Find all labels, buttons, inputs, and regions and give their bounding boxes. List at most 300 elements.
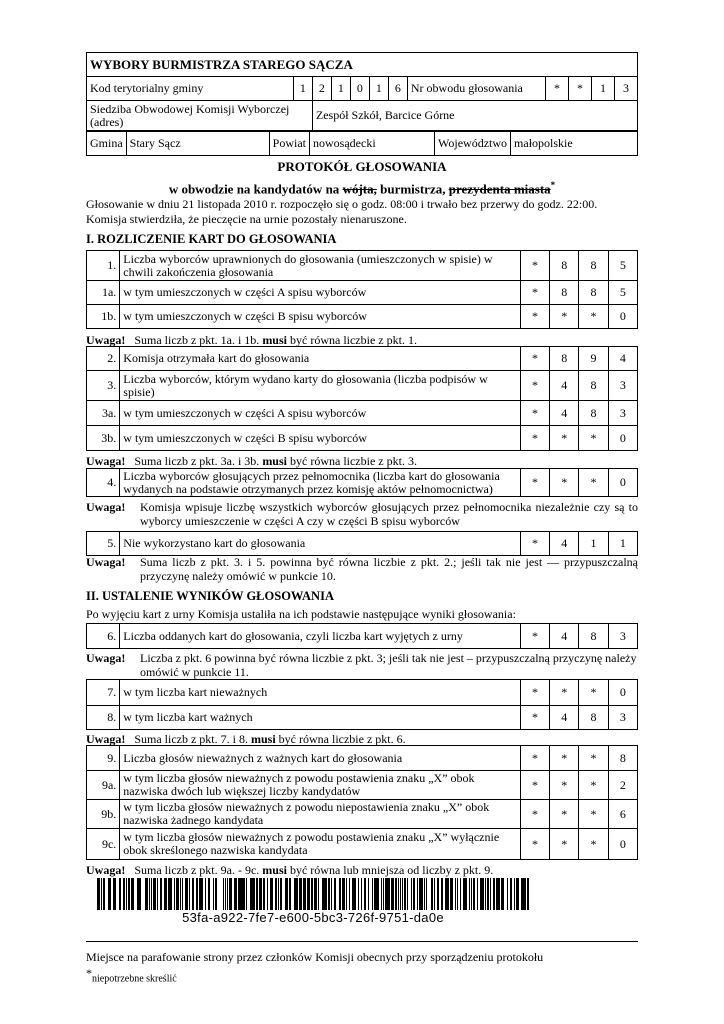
footnote-text: niepotrzebne skreślić (92, 973, 177, 985)
barcode-bar (388, 878, 390, 910)
kod-digit: 1 (331, 77, 350, 101)
barcode-bar (314, 878, 317, 910)
barcode-bar (417, 878, 418, 910)
barcode-bar (437, 878, 439, 910)
protocol-subtitle (86, 180, 638, 197)
note-label: Uwaga! (86, 732, 126, 746)
barcode-bar (496, 878, 499, 910)
barcode-bar (299, 878, 302, 910)
protocol-intro: Głosowanie w dniu 21 listopada 2010 r. rozpoczęło się o godz. 08:00 i trwało bez przerwy do godz. 22:00. Komisja stwierdziła, że pieczęcie na urnie pozostały nienaruszone. (86, 197, 598, 226)
row-digit: * (579, 800, 608, 829)
row-digit: 8 (550, 281, 579, 305)
row-digit: * (550, 426, 579, 451)
subtitle-prefix: w obwodzie na kandydatów na (168, 181, 340, 197)
barcode-bar (225, 878, 226, 910)
barcode-bar (419, 878, 420, 910)
barcode-bar (263, 878, 265, 910)
barcode-bar (205, 878, 206, 910)
row-digit: * (520, 347, 549, 371)
row-description: w tym liczba głosów nieważnych z powodu niepostawienia znaku „X” obok nazwiska żadnego kandydata (120, 800, 521, 829)
row-digit: * (520, 532, 549, 556)
row-digit: 5 (608, 251, 637, 281)
barcode-bar (518, 878, 519, 910)
protocol-title: PROTOKÓŁ GŁOSOWANIA (277, 159, 447, 174)
row-digit: * (520, 371, 549, 401)
row-digit: 3 (608, 706, 637, 730)
barcode-text: 53fa-a922-7fe7-e600-5bc3-726f-9751-da0e (182, 910, 444, 925)
note-bold: musi (262, 333, 287, 347)
barcode-bar (131, 878, 134, 910)
barcode-bar (254, 878, 255, 910)
barcode-bar (510, 878, 512, 910)
barcode-bar (123, 878, 125, 910)
barcode-bar (400, 878, 401, 910)
row-digit: * (550, 771, 579, 800)
barcode-bar (170, 878, 172, 910)
note-label: Uwaga! (86, 500, 126, 514)
note-text: Suma liczb z pkt. 1a. i 1b. (134, 333, 260, 347)
obwod-digit: 3 (615, 77, 638, 101)
kod-digit: 2 (312, 77, 331, 101)
barcode-bar (457, 878, 458, 910)
barcode-bar (164, 878, 167, 910)
barcode-bar (103, 878, 104, 910)
note-text: Liczba z pkt. 6 powinna być równa liczbie z pkt. 3; jeśli tak nie jest – przypuszczalną przyczynę należy omówić w punkcie 11. (140, 651, 637, 679)
note-2 (86, 454, 638, 469)
row-description: Liczba oddanych kart do głosowania, czyli liczba kart wyjętych z urny (120, 624, 521, 649)
row-number: 1b. (87, 305, 120, 329)
row-digit: * (550, 469, 579, 497)
barcode-bar (239, 878, 242, 910)
row-digit: 8 (579, 251, 608, 281)
barcode-bar (473, 878, 475, 910)
footnote-star: * (86, 966, 92, 980)
count-row (86, 304, 638, 329)
row-description: Komisja otrzymała kart do głosowania (120, 347, 521, 371)
barcode-bar (119, 878, 121, 910)
barcode-bar (516, 878, 518, 910)
barcode-bar (339, 878, 341, 910)
kod-digit: 1 (293, 77, 312, 101)
row-digit: * (579, 305, 608, 329)
count-row (86, 705, 638, 730)
barcode-bar (275, 878, 277, 910)
kod-digit: 6 (388, 77, 407, 101)
row-number: 9a. (87, 771, 120, 800)
barcode-bar (398, 878, 399, 910)
barcode-bar (259, 878, 262, 910)
note-text: być równa liczbie z pkt. 6. (278, 732, 406, 746)
barcode-bar (355, 878, 356, 910)
section1-title: I. ROZLICZENIE KART DO GŁOSOWANIA (86, 232, 337, 246)
count-row (86, 679, 638, 706)
barcode-bar (344, 878, 345, 910)
barcode-bar (499, 878, 500, 910)
barcode-bar (176, 878, 179, 910)
row-digit: * (520, 706, 549, 730)
row-digit: * (520, 281, 549, 305)
barcode-bar (485, 878, 486, 910)
row-digit: * (520, 251, 549, 281)
barcode-bar (113, 878, 116, 910)
count-row (86, 828, 638, 860)
barcode-bar (383, 878, 384, 910)
barcode-bar (138, 878, 141, 910)
barcode-bar (108, 878, 109, 910)
row-description: w tym liczba kart nieważnych (120, 680, 521, 706)
row-number: 6. (87, 624, 120, 649)
barcode-bar (331, 878, 332, 910)
barcode-bar (352, 878, 353, 910)
row-digit: * (520, 771, 549, 800)
count-row (86, 425, 638, 451)
obwod-digit: 1 (592, 77, 615, 101)
row-digit: 8 (579, 706, 608, 730)
barcode-bar (256, 878, 258, 910)
row-number: 3. (87, 371, 120, 401)
barcode-bar (481, 878, 484, 910)
note-text: Komisja wpisuje liczbę wszystkich wyborców głosujących przez pełnomocnika niezależnie czy są to wyborcy umieszczenie w części A czy w części B spisu wyborców (140, 500, 638, 528)
barcode-bar (493, 878, 495, 910)
barcode-bar (448, 878, 449, 910)
row-number: 9b. (87, 800, 120, 829)
barcode-bar (289, 878, 291, 910)
row-digit: * (520, 800, 549, 829)
note-text: Suma liczb z pkt. 7. i 8. (134, 732, 248, 746)
row-digit: 0 (608, 829, 637, 860)
row-description: w tym umieszczonych w części A spisu wyborców (120, 281, 521, 305)
kod-label: Kod terytorialny gminy (87, 77, 294, 101)
row-digit: * (550, 746, 579, 771)
row-digit: 3 (608, 371, 637, 401)
barcode-bar (431, 878, 432, 910)
row-digit: 4 (608, 347, 637, 371)
barcode-bar (354, 878, 355, 910)
obwod-digit: * (569, 77, 592, 101)
barcode-bar (154, 878, 156, 910)
count-row (86, 531, 638, 556)
note-bold: musi (262, 454, 287, 468)
subtitle-burmistrz: burmistrza, (380, 181, 446, 197)
row-number: 5. (87, 532, 120, 556)
row-digit: * (579, 426, 608, 451)
barcode-bar (334, 878, 336, 910)
barcode-bar (404, 878, 406, 910)
count-row (86, 250, 638, 281)
note-text: być równa lub mniejsza od liczby z pkt. 9. (289, 863, 494, 877)
powiat-label: Powiat (269, 132, 309, 156)
barcode-bar (364, 878, 366, 910)
barcode-bar (280, 878, 282, 910)
barcode-bar (521, 878, 523, 910)
barcode-bar (182, 878, 183, 910)
barcode-bar (126, 878, 127, 910)
note-label: Uwaga! (86, 555, 126, 569)
obwod-digit: * (546, 77, 569, 101)
row-description: Liczba głosów nieważnych z ważnych kart do głosowania (120, 746, 521, 771)
barcode-bar (395, 878, 397, 910)
barcode-bar (465, 878, 466, 910)
barcode-bar (311, 878, 313, 910)
barcode-bar (469, 878, 470, 910)
barcode-bar (420, 878, 421, 910)
barcode-bar (463, 878, 465, 910)
barcode-bar (252, 878, 254, 910)
row-digit: * (550, 800, 579, 829)
barcode-bar (349, 878, 350, 910)
wojewodztwo-value: małopolskie (511, 132, 638, 156)
barcode-image (97, 878, 529, 910)
barcode-bar (523, 878, 526, 910)
row-digit: 4 (550, 371, 579, 401)
barcode-bar (445, 878, 448, 910)
barcode-bar (234, 878, 237, 910)
barcode-bar (149, 878, 150, 910)
barcode-bar (346, 878, 347, 910)
note-label: Uwaga! (86, 333, 126, 347)
footnote (86, 966, 177, 984)
barcode-bar (145, 878, 148, 910)
row-digit: * (520, 680, 549, 706)
count-row (86, 346, 638, 371)
barcode-bar (297, 878, 298, 910)
barcode-bar (193, 878, 194, 910)
note-bold: musi (262, 863, 287, 877)
row-digit: * (579, 829, 608, 860)
barcode-bar (128, 878, 130, 910)
barcode-bar (97, 878, 100, 910)
barcode-bar (303, 878, 306, 910)
note-text: być równa liczbie z pkt. 1. (290, 333, 417, 347)
count-row (86, 745, 638, 771)
count-row (86, 799, 638, 829)
row-digit: 6 (608, 800, 637, 829)
barcode-bar (342, 878, 343, 910)
row-description: Liczba wyborców uprawnionych do głosowania (umieszczonych w spisie) w chwili zakończenia głosowania (120, 251, 521, 281)
barcode-bar (109, 878, 111, 910)
count-row (86, 280, 638, 305)
barcode-bar (434, 878, 435, 910)
row-digit: 0 (608, 426, 637, 451)
barcode-bar (413, 878, 415, 910)
barcode-bar (441, 878, 443, 910)
row-digit: 3 (608, 624, 637, 649)
barcode-bar (157, 878, 158, 910)
barcode-bar (223, 878, 224, 910)
barcode-bar (402, 878, 403, 910)
siedziba-label: Siedziba Obwodowej Komisji Wyborczej (adres) (87, 101, 313, 131)
row-digit: 8 (550, 347, 579, 371)
count-row (86, 400, 638, 426)
barcode-bar (426, 878, 427, 910)
barcode-bar (432, 878, 433, 910)
siedziba-value: Zespół Szkół, Barcice Górne (312, 101, 637, 131)
row-digit: 4 (550, 624, 579, 649)
row-digit: 5 (608, 281, 637, 305)
row-number: 3b. (87, 426, 120, 451)
note-7 (86, 863, 638, 878)
barcode-bar (180, 878, 181, 910)
row-number: 2. (87, 347, 120, 371)
barcode-bar (318, 878, 319, 910)
footer-rule (86, 941, 638, 942)
barcode-bar (189, 878, 190, 910)
barcode-bar (285, 878, 288, 910)
row-digit: 8 (579, 281, 608, 305)
barcode-bar (358, 878, 359, 910)
kod-digit: 1 (369, 77, 388, 101)
row-digit: * (520, 469, 549, 497)
barcode-bar (372, 878, 373, 910)
note-label: Uwaga! (86, 454, 126, 468)
barcode-bar (199, 878, 200, 910)
barcode-bar (527, 878, 529, 910)
obwod-label: Nr obwodu głosowania (407, 77, 545, 101)
row-digit: 8 (579, 624, 608, 649)
count-row (86, 468, 638, 497)
row-digit: * (520, 829, 549, 860)
note-label: Uwaga! (86, 863, 126, 877)
barcode-bar (487, 878, 489, 910)
barcode-bar (391, 878, 394, 910)
row-description: w tym umieszczonych w części B spisu wyborców (120, 426, 521, 451)
barcode-bar (343, 878, 344, 910)
row-digit: 8 (579, 401, 608, 426)
row-number: 8. (87, 706, 120, 730)
note-6 (86, 732, 638, 747)
barcode-bar (213, 878, 214, 910)
row-digit: * (520, 401, 549, 426)
count-row (86, 370, 638, 401)
row-description: w tym liczba kart ważnych (120, 706, 521, 730)
barcode-bar (267, 878, 268, 910)
section2-title: II. USTALENIE WYNIKÓW GŁOSOWANIA (86, 589, 334, 603)
barcode-bar (160, 878, 162, 910)
row-digit: * (520, 426, 549, 451)
barcode-bar (460, 878, 461, 910)
row-digit: * (579, 680, 608, 706)
barcode-bar (381, 878, 382, 910)
barcode-bar (326, 878, 327, 910)
row-description: w tym liczba głosów nieważnych z powodu postawienia znaku „X” obok nazwiska dwóch lub większej liczby kandydatów (120, 771, 521, 800)
note-bold: musi (250, 732, 276, 746)
barcode-bar (200, 878, 203, 910)
row-digit: 0 (608, 469, 637, 497)
gmina-label: Gmina (87, 132, 127, 156)
row-digit: 3 (608, 401, 637, 426)
subtitle-star: * (550, 180, 556, 190)
row-digit: * (550, 305, 579, 329)
row-digit: 2 (608, 771, 637, 800)
row-digit: * (550, 829, 579, 860)
row-number: 7. (87, 680, 120, 706)
row-digit: * (520, 305, 549, 329)
note-1 (86, 333, 638, 348)
row-number: 1a. (87, 281, 120, 305)
wojewodztwo-label: Województwo (435, 132, 511, 156)
barcode-bar (407, 878, 408, 910)
header-location-table (86, 131, 638, 156)
barcode-bar (151, 878, 152, 910)
barcode-bar (411, 878, 412, 910)
barcode-bar (250, 878, 252, 910)
row-digit: * (579, 771, 608, 800)
barcode-bar (246, 878, 247, 910)
barcode-bar (208, 878, 210, 910)
powiat-value: nowosądecki (310, 132, 435, 156)
row-digit: * (579, 469, 608, 497)
barcode-bar (353, 878, 354, 910)
note-label: Uwaga! (86, 651, 126, 665)
barcode-bar (215, 878, 217, 910)
barcode-bar (480, 878, 481, 910)
row-number: 3a. (87, 401, 120, 426)
row-digit: 8 (608, 746, 637, 771)
barcode-bar (174, 878, 175, 910)
barcode-bar (229, 878, 232, 910)
barcode-bar (196, 878, 198, 910)
barcode-bar (477, 878, 478, 910)
row-digit: 4 (550, 532, 579, 556)
row-number: 9. (87, 746, 120, 771)
barcode-bar (422, 878, 423, 910)
row-description: w tym liczba głosów nieważnych z powodu postawienia znaku „X” wyłącznie obok skreślonego nazwiska kandydata (120, 829, 521, 860)
row-description: w tym umieszczonych w części A spisu wyborców (120, 401, 521, 426)
barcode-bar (153, 878, 154, 910)
barcode-bar (242, 878, 245, 910)
row-digit: * (520, 624, 549, 649)
section2-intro: Po wyjęciu kart z urny Komisja ustaliła na ich podstawie następujące wyniki głosowania: (86, 607, 516, 621)
row-number: 4. (87, 469, 120, 497)
note-4 (86, 555, 638, 583)
barcode-bar (328, 878, 330, 910)
barcode-bar (101, 878, 102, 910)
barcode-bar (455, 878, 456, 910)
barcode-bar (377, 878, 379, 910)
barcode-bar (450, 878, 453, 910)
barcode-bar (471, 878, 472, 910)
header-table (86, 52, 638, 131)
note-text: Suma liczb z pkt. 9a. - 9c. (134, 863, 260, 877)
count-row (86, 770, 638, 800)
barcode-bar (324, 878, 326, 910)
row-description: Liczba wyborców głosujących przez pełnomocnika (liczba kart do głosowania wydanych na podstawie otrzymanych przez komisję aktów pełnomocnictwa) (120, 469, 521, 497)
barcode-bar (501, 878, 504, 910)
row-digit: 0 (608, 305, 637, 329)
row-digit: 1 (608, 532, 637, 556)
row-description: Nie wykorzystano kart do głosowania (120, 532, 521, 556)
row-digit: 1 (579, 532, 608, 556)
row-description: Liczba wyborców, którym wydano karty do głosowania (liczba podpisów w spisie) (120, 371, 521, 401)
barcode-bar (278, 878, 279, 910)
signature-line: Miejsce na parafowanie strony przez członków Komisji obecnych przy sporządzeniu protokołu (86, 950, 544, 964)
barcode-bar (374, 878, 377, 910)
row-number: 9c. (87, 829, 120, 860)
row-digit: 8 (579, 371, 608, 401)
barcode-bar (270, 878, 273, 910)
barcode-bar (514, 878, 515, 910)
barcode-bar (424, 878, 425, 910)
row-number: 1. (87, 251, 120, 281)
row-description: w tym umieszczonych w części B spisu wyborców (120, 305, 521, 329)
barcode-bar (507, 878, 508, 910)
barcode-bar (294, 878, 297, 910)
row-digit: 0 (608, 680, 637, 706)
barcode-bar (168, 878, 170, 910)
barcode-bar (185, 878, 188, 910)
row-digit: 8 (550, 251, 579, 281)
note-text: Suma liczb z pkt. 3a. i 3b. (134, 454, 260, 468)
